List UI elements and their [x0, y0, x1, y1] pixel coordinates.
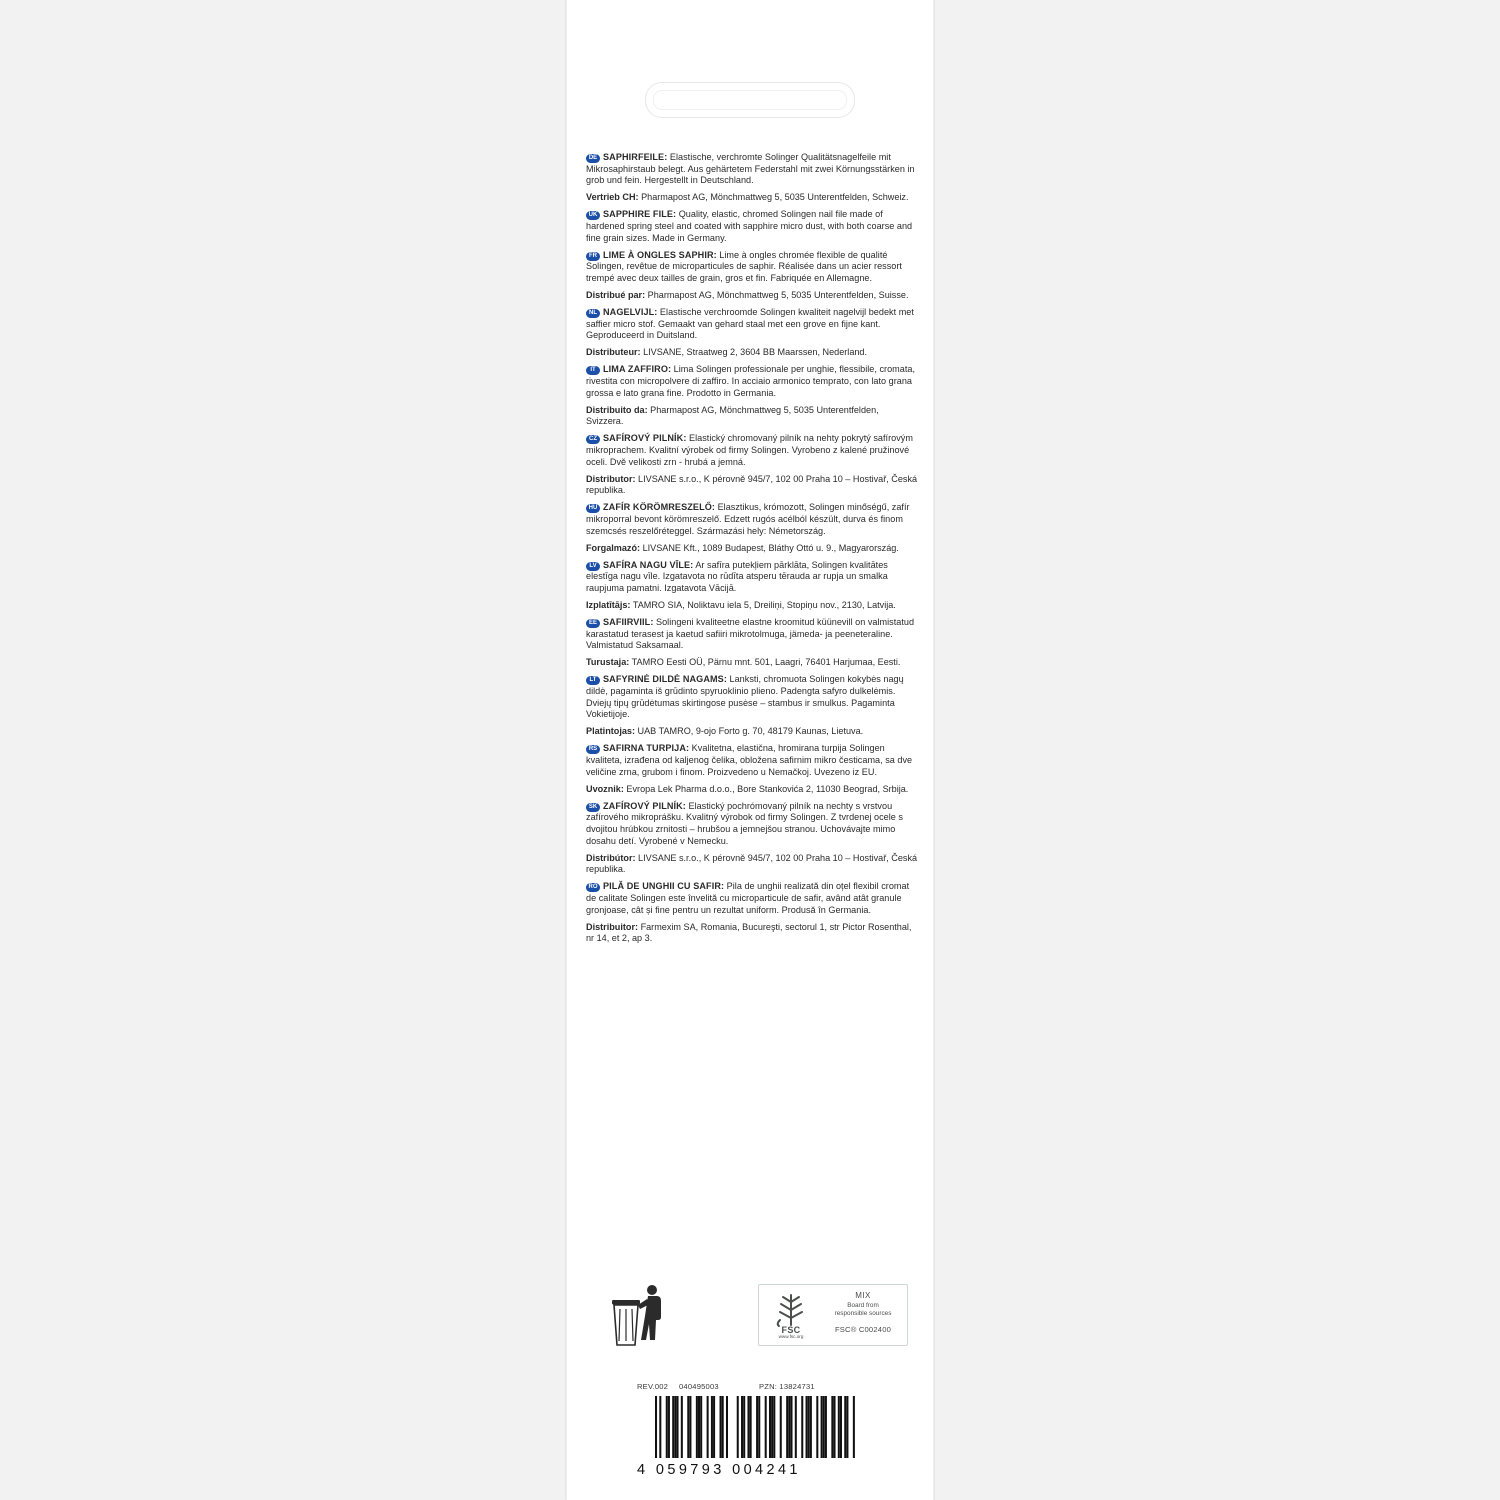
compliance-icons-row: [586, 1281, 918, 1359]
language-section-hu: [586, 502, 918, 537]
flag-icon-nl: NL: [586, 309, 600, 318]
language-section-rs: [586, 743, 918, 778]
language-body-ee: Solingeni kvaliteetne elastne kroomitud küünevill on valmistatud karastatud terasest ja kaetud safiiri mikrotolmuga, jämeda- ja peeneteraline. Valmistatud Saksamaal.: [586, 617, 915, 651]
language-body-de: Elastische, verchromte Solinger Qualitätsnagelfeile mit Mikrosaphirstaub belegt. Aus gehärtetem Federstahl mit zwei Körnungsstärken in grob und fein. Hergestellt in Deutschland.: [586, 152, 915, 186]
flag-icon-sk: SK: [586, 803, 600, 812]
language-section-cz: [586, 433, 918, 468]
flag-icon-de: DE: [586, 154, 600, 163]
language-body-sk: Elastický pochrómovaný pilník na nechty s vrstvou zafírového mikroprášku. Kvalitný výrobok od firmy Solingen. Z tvrdenej ocele s dvojitou hrúbkou zrnitosti – hrubšou a jemnejšou stranou. Uchovávajte mimo dosahu detí. Vyrobené v Nemecku.: [586, 800, 903, 846]
distributor-text-lv: TAMRO SIA, Noliktavu iela 5, Dreiliņi, Stopiņu nov., 2130, Latvija.: [630, 600, 896, 610]
distributor-text-de: Pharmapost AG, Mönchmattweg 5, 5035 Unterentfelden, Schweiz.: [638, 192, 909, 203]
distributor-nl: [586, 347, 918, 359]
revision-code: REV.002: [637, 1382, 669, 1391]
language-body-uk: Quality, elastic, chromed Solingen nail file made of hardened spring steel and coated with sapphire micro dust, with both coarse and fine grain sizes. Made in Germany.: [586, 209, 913, 243]
distributor-text-sk: LIVSANE s.r.o., K pérovně 945/7, 102 00 Praha 10 – Hostivař, Česká republika.: [586, 852, 918, 875]
language-title-it: LIMA ZAFFIRO:: [603, 364, 672, 375]
distributor-text-it: Pharmapost AG, Mönchmattweg 5, 5035 Unterentfelden, Svizzera.: [586, 404, 879, 427]
language-title-rs: SAFIRNA TURPIJA:: [603, 743, 690, 754]
flag-icon-uk: UK: [586, 211, 600, 220]
hang-hole: [645, 82, 855, 118]
distributor-label-cz: Distributor:: [586, 473, 636, 484]
fsc-code-text: FSC® C002400: [834, 1325, 892, 1334]
language-body-nl: Elastische verchroomde Solingen kwaliteit nagelvijl bedekt met saffier micro stof. Gemaakt van gehard staal met een grove en fijne kant. Geproduceerd in Duitsland.: [586, 307, 914, 341]
language-title-nl: NAGELVIJL:: [603, 307, 658, 318]
barcode: [655, 1396, 855, 1468]
fsc-board-text: [821, 1302, 905, 1317]
distributor-label-rs: Uvoznik:: [586, 783, 624, 794]
language-body-fr: Lime à ongles chromée flexible de qualité Solingen, revêtue de microparticules de saphir. Réalisée dans un acier ressort trempé avec deux tailles de grain, gros et fin. Fabriquée en Allemagne.: [586, 249, 902, 283]
distributor-text-lt: UAB TAMRO, 9-ojo Forto g. 70, 48179 Kaunas, Lietuva.: [635, 726, 864, 737]
distributor-sk: [586, 853, 918, 876]
flag-icon-it: IT: [586, 366, 600, 375]
flag-icon-rs: RS: [586, 745, 600, 754]
distributor-label-de: Vertrieb CH:: [586, 192, 639, 203]
language-section-sk: [586, 801, 918, 847]
flag-icon-lt: LT: [586, 676, 600, 685]
language-section-it: [586, 364, 918, 399]
language-section-fr: [586, 250, 918, 285]
flag-icon-cz: CZ: [586, 435, 600, 444]
distributor-it: [586, 405, 918, 428]
distributor-text-ee: TAMRO Eesti OÜ, Pärnu mnt. 501, Laagri, 76401 Harjumaa, Eesti.: [629, 657, 901, 668]
pzn-number: PZN: 13824731: [759, 1382, 815, 1391]
language-title-ee: SAFIIRVIIL:: [603, 617, 654, 628]
distributor-ee: [586, 657, 918, 669]
language-section-ee: [586, 617, 918, 652]
language-body-lt: Lanksti, chromuota Solingen kokybės nagų dildė, pagaminta iš grūdinto spyruoklinio plieno. Padengta safyro dulkelėmis. Dviejų tipų grūdėtumas skirtingose pusėse – stambus ir smulkus. Pagaminta Vokietijoje.: [586, 674, 904, 720]
language-section-nl: [586, 307, 918, 342]
language-section-ro: [586, 881, 918, 916]
distributor-cz: [586, 474, 918, 497]
distributor-label-lt: Platintojas:: [586, 726, 636, 737]
language-title-fr: LIME À ONGLES SAPHIR:: [603, 249, 717, 260]
language-title-ro: PILĂ DE UNGHII CU SAFIR:: [603, 881, 725, 892]
distributor-de: [586, 192, 918, 204]
barcode-digits: 4 059793 004241: [637, 1462, 801, 1478]
product-back-card: [566, 0, 934, 1500]
language-title-hu: ZAFÍR KÖRÖMRESZELŐ:: [603, 502, 716, 513]
fsc-board-line2: responsible sources: [834, 1309, 892, 1317]
distributor-label-sk: Distribútor:: [586, 852, 636, 863]
language-body-lv: Ar safīra putekļiem pārklāta, Solingen kvalitātes elestīga nagu vīle. Izgatavota no rūdīta atsperu tērauda ar rupja un smalka raupjuma pamatni. Izgatavota Vācijā.: [586, 559, 888, 593]
language-title-lt: SAFYRINĖ DILDĖ NAGAMS:: [603, 674, 727, 685]
distributor-label-nl: Distributeur:: [586, 347, 641, 358]
distributor-label-ro: Distribuitor:: [586, 921, 639, 932]
flag-icon-fr: FR: [586, 252, 600, 261]
language-section-uk: [586, 209, 918, 244]
fsc-certification-mark: [758, 1284, 908, 1346]
dispose-in-bin-icon: [612, 1283, 668, 1349]
language-body-it: Lima Solingen professionale per unghie, flessibile, cromata, rivestita con micropolvere di zaffiro. In acciaio armonico temprato, con lato grana grossa e lato grana fine. Prodotto in Germania.: [586, 364, 915, 398]
distributor-label-it: Distribuito da:: [586, 404, 648, 415]
fsc-board-line1: Board from: [847, 1302, 879, 1309]
distributor-text-hu: LIVSANE Kft., 1089 Budapest, Bláthy Ottó u. 9., Magyarország.: [640, 542, 899, 553]
flag-icon-lv: LV: [586, 562, 600, 571]
distributor-label-lv: Izplatītājs:: [586, 600, 631, 610]
article-number: 040495003: [679, 1382, 719, 1391]
distributor-text-fr: Pharmapost AG, Mönchmattweg 5, 5035 Unterentfelden, Suisse.: [645, 289, 909, 300]
distributor-label-fr: Distribué par:: [586, 289, 646, 300]
language-section-lt: [586, 674, 918, 720]
distributor-lv: [586, 600, 918, 612]
hang-hole-inner: [653, 90, 847, 110]
flag-icon-ee: EE: [586, 619, 600, 628]
fsc-url: www.fsc.org: [778, 1334, 804, 1339]
distributor-text-rs: Evropa Lek Pharma d.o.o., Bore Stankovića 2, 11030 Beograd, Srbija.: [623, 783, 909, 794]
distributor-text-nl: LIVSANE, Straatweg 2, 3604 BB Maarssen, Nederland.: [640, 347, 868, 358]
distributor-rs: [586, 784, 918, 796]
distributor-label-ee: Turustaja:: [586, 657, 630, 668]
fsc-mix-text: MIX: [855, 1291, 871, 1300]
distributor-fr: [586, 290, 918, 302]
language-section-de: [586, 152, 918, 187]
language-body-ro: Pila de unghii realizată din oțel flexibil cromat de calitate Solingen este învelită cu microparticule de safir, având atât granule gronjoase, cât și fine pentru un rezultat uniform. Produsă în Germania.: [586, 881, 910, 915]
language-body-rs: Kvalitetna, elastična, hromirana turpija Solingen kvaliteta, izrađena od kaljenog čelika, obložena safirnim mikro česticama, sa dve veličine zrna, grubom i finom. Proizvedeno u Nemačkoj. Uvezeno iz EU.: [586, 743, 913, 777]
language-title-sk: ZAFÍROVÝ PILNÍK:: [603, 800, 686, 811]
language-title-uk: SAPPHIRE FILE:: [603, 209, 677, 220]
language-title-lv: SAFÍRA NAGU VĪLE:: [603, 559, 694, 570]
distributor-text-cz: LIVSANE s.r.o., K pérovně 945/7, 102 00 Praha 10 – Hostivař, Česká republika.: [586, 473, 918, 496]
fsc-label: FSC: [781, 1325, 801, 1335]
distributor-ro: [586, 922, 918, 945]
flag-icon-ro: RO: [586, 883, 600, 892]
language-body-cz: Elastický chromovaný pilník na nehty pokrytý safírovým mikroprachem. Kvalitní výrobek od firmy Solingen. Vyrobeno z kalené pružinové oceli. Dvě velikosti zrn - hrubá a jemná.: [586, 433, 913, 467]
flag-icon-hu: HU: [586, 504, 600, 513]
distributor-label-hu: Forgalmazó:: [586, 542, 641, 553]
language-section-lv: [586, 560, 918, 595]
multilingual-description-block: [586, 152, 918, 945]
distributor-text-ro: Farmexim SA, Romania, Bucureşti, sectorul 1, str Pictor Rosenthal, nr 14, et 2, ap 3.: [586, 921, 912, 944]
distributor-hu: [586, 543, 918, 555]
language-body-hu: Elasztikus, krómozott, Solingen minőségű, zafír mikroporral bevont körömreszelő. Edzett rugós acélból készült, durva és finom szemcsés reszelőréteggel. Származási hely: Németország.: [586, 502, 910, 536]
language-title-de: SAPHIRFEILE:: [603, 152, 668, 162]
distributor-lt: [586, 726, 918, 738]
language-title-cz: SAFÍROVÝ PILNÍK:: [603, 433, 687, 444]
